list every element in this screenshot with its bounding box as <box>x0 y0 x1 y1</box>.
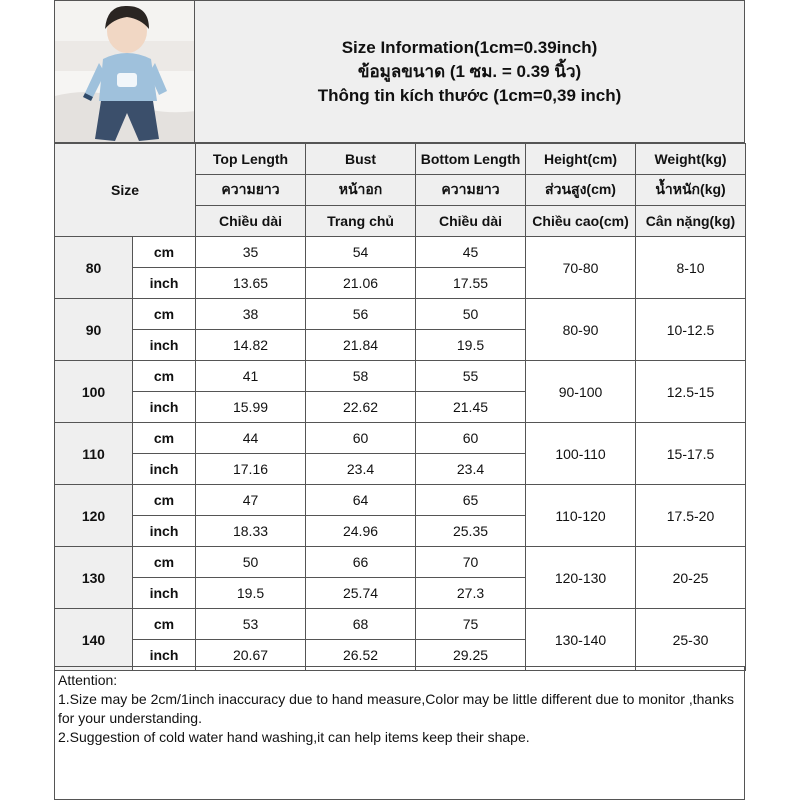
top-length-inch: 14.82 <box>196 330 306 361</box>
top-length-inch: 13.65 <box>196 268 306 299</box>
top-length-inch: 20.67 <box>196 640 306 671</box>
title-english: Size Information(1cm=0.39inch) <box>341 37 598 57</box>
size-value: 90 <box>55 299 133 361</box>
bust-cm: 60 <box>306 423 416 454</box>
size-value: 80 <box>55 237 133 299</box>
size-row-cm <box>55 485 746 516</box>
bust-cm: 66 <box>306 547 416 578</box>
header-top-length-thai: ความยาว <box>196 175 306 206</box>
height-range: 120-130 <box>526 547 636 609</box>
top-length-cm: 41 <box>196 361 306 392</box>
top-length-inch: 19.5 <box>196 578 306 609</box>
weight-range: 15-17.5 <box>636 423 746 485</box>
height-range: 90-100 <box>526 361 636 423</box>
bust-cm: 56 <box>306 299 416 330</box>
bottom-length-inch: 25.35 <box>416 516 526 547</box>
unit-cm-label: cm <box>133 547 196 578</box>
size-row-cm <box>55 609 746 640</box>
size-value: 140 <box>55 609 133 671</box>
size-table-body <box>55 144 746 671</box>
unit-inch-label: inch <box>133 392 196 423</box>
unit-cm-label: cm <box>133 485 196 516</box>
header-weight: Weight(kg) <box>636 144 746 175</box>
title-thai: ข้อมูลขนาด (1 ซม. = 0.39 นิ้ว) <box>357 61 582 81</box>
size-row-cm <box>55 299 746 330</box>
size-information-title <box>195 0 745 143</box>
top-length-cm: 38 <box>196 299 306 330</box>
height-range: 80-90 <box>526 299 636 361</box>
unit-inch-label: inch <box>133 268 196 299</box>
header-bust: Bust <box>306 144 416 175</box>
title-vietnamese: Thông tin kích thước (1cm=0,39 inch) <box>317 85 622 105</box>
product-photo <box>54 0 195 143</box>
size-row-cm <box>55 423 746 454</box>
weight-range: 25-30 <box>636 609 746 671</box>
unit-cm-label: cm <box>133 609 196 640</box>
header-height-vietnamese: Chiều cao(cm) <box>526 206 636 237</box>
size-value: 110 <box>55 423 133 485</box>
attention-note-2: 2.Suggestion of cold water hand washing,it can help items keep their shape. <box>58 729 530 745</box>
size-value: 100 <box>55 361 133 423</box>
unit-inch-label: inch <box>133 454 196 485</box>
bust-inch: 26.52 <box>306 640 416 671</box>
top-length-cm: 35 <box>196 237 306 268</box>
bottom-length-inch: 29.25 <box>416 640 526 671</box>
size-chart <box>54 0 745 800</box>
unit-cm-label: cm <box>133 423 196 454</box>
bust-cm: 54 <box>306 237 416 268</box>
height-range: 110-120 <box>526 485 636 547</box>
size-column-header: Size <box>55 144 196 237</box>
unit-inch-label: inch <box>133 330 196 361</box>
top-length-cm: 47 <box>196 485 306 516</box>
attention-note-1: 1.Size may be 2cm/1inch inaccuracy due to hand measure,Color may be little different due to monitor ,thanks for your understanding. <box>58 691 734 726</box>
unit-inch-label: inch <box>133 640 196 671</box>
unit-cm-label: cm <box>133 361 196 392</box>
size-value: 120 <box>55 485 133 547</box>
bottom-length-inch: 27.3 <box>416 578 526 609</box>
top-length-cm: 53 <box>196 609 306 640</box>
bust-inch: 21.06 <box>306 268 416 299</box>
size-row-cm <box>55 237 746 268</box>
header-bust-thai: หน้าอก <box>306 175 416 206</box>
bust-inch: 24.96 <box>306 516 416 547</box>
header-bust-vietnamese: Trang chủ <box>306 206 416 237</box>
bottom-length-cm: 50 <box>416 299 526 330</box>
top-length-inch: 17.16 <box>196 454 306 485</box>
bust-inch: 25.74 <box>306 578 416 609</box>
top-length-cm: 50 <box>196 547 306 578</box>
height-range: 70-80 <box>526 237 636 299</box>
height-range: 130-140 <box>526 609 636 671</box>
top-length-inch: 15.99 <box>196 392 306 423</box>
header-row-english <box>55 144 746 175</box>
header-bottom-length-vietnamese: Chiều dài <box>416 206 526 237</box>
header-height: Height(cm) <box>526 144 636 175</box>
unit-cm-label: cm <box>133 299 196 330</box>
bottom-length-inch: 21.45 <box>416 392 526 423</box>
attention-heading: Attention: <box>58 672 118 688</box>
weight-range: 17.5-20 <box>636 485 746 547</box>
header-top-length: Top Length <box>196 144 306 175</box>
header-top-length-vietnamese: Chiều dài <box>196 206 306 237</box>
bottom-length-inch: 19.5 <box>416 330 526 361</box>
bottom-length-inch: 17.55 <box>416 268 526 299</box>
bottom-length-cm: 45 <box>416 237 526 268</box>
unit-inch-label: inch <box>133 516 196 547</box>
weight-range: 20-25 <box>636 547 746 609</box>
height-range: 100-110 <box>526 423 636 485</box>
child-in-pajamas-image <box>55 1 195 143</box>
header-weight-vietnamese: Cân nặng(kg) <box>636 206 746 237</box>
bottom-length-cm: 65 <box>416 485 526 516</box>
header-bottom-length: Bottom Length <box>416 144 526 175</box>
top-length-inch: 18.33 <box>196 516 306 547</box>
unit-inch-label: inch <box>133 578 196 609</box>
weight-range: 12.5-15 <box>636 361 746 423</box>
top-length-cm: 44 <box>196 423 306 454</box>
bottom-length-cm: 70 <box>416 547 526 578</box>
bottom-length-cm: 55 <box>416 361 526 392</box>
bust-cm: 64 <box>306 485 416 516</box>
weight-range: 8-10 <box>636 237 746 299</box>
size-row-cm <box>55 547 746 578</box>
size-value: 130 <box>55 547 133 609</box>
weight-range: 10-12.5 <box>636 299 746 361</box>
header-bottom-length-thai: ความยาว <box>416 175 526 206</box>
attention-notes <box>54 666 745 800</box>
header-weight-thai: น้ำหนัก(kg) <box>636 175 746 206</box>
size-row-cm <box>55 361 746 392</box>
bottom-length-inch: 23.4 <box>416 454 526 485</box>
bust-inch: 23.4 <box>306 454 416 485</box>
bust-inch: 22.62 <box>306 392 416 423</box>
bust-inch: 21.84 <box>306 330 416 361</box>
bust-cm: 58 <box>306 361 416 392</box>
bottom-length-cm: 60 <box>416 423 526 454</box>
bottom-length-cm: 75 <box>416 609 526 640</box>
size-table <box>54 143 746 671</box>
bust-cm: 68 <box>306 609 416 640</box>
unit-cm-label: cm <box>133 237 196 268</box>
header-height-thai: ส่วนสูง(cm) <box>526 175 636 206</box>
